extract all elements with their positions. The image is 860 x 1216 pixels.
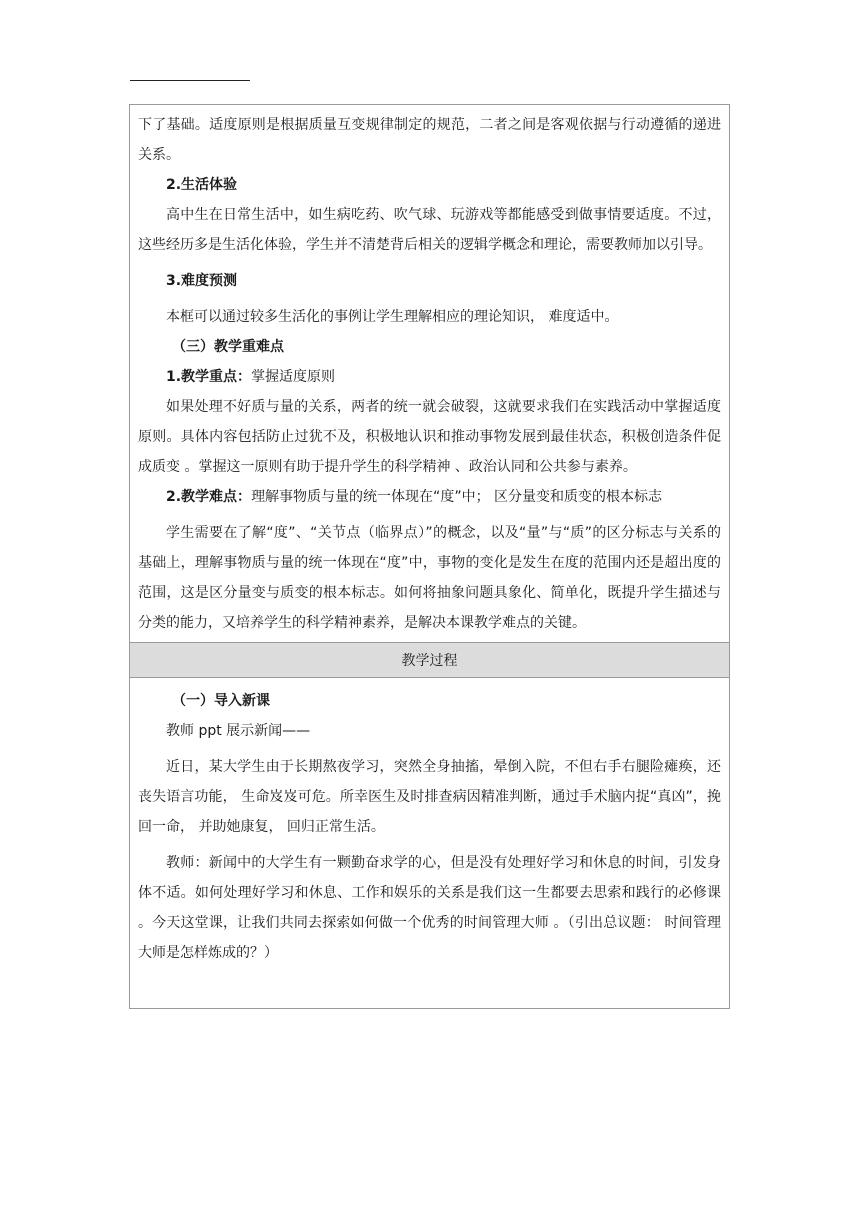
- paragraph-difficult-point: 学生需要在了解“度”、“关节点（临界点）”的概念，以及“量”与“质”的区分标志与关系的基础上，理解事物质与量的统一体现在“度”中，事物的变化是发生在度的范围内还是超出度的范围，这是区分量变与质变的根本标志。如何将抽象问题具象化、简单化，既提升学生描述与分类的能力，又培养学生的科学精神素养，是解决本课教学难点的关键。: [138, 525, 721, 631]
- difficult-point-line: [138, 482, 721, 512]
- key-point-text: 掌握适度原则: [251, 369, 336, 385]
- paragraph-key-point: 如果处理不好质与量的关系，两者的统一就会破裂，这就要求我们在实践活动中掌握适度原则。具体内容包括防止过犹不及，积极地认识和推动事物发展到最佳状态，积极创造条件促成质变 。掌握这一原则有助于提升学生的科学精神 、政治认同和公共参与素养。: [138, 399, 721, 475]
- section-header-teaching-process: 教学过程: [130, 642, 729, 678]
- heading-introduction: （一）导入新课: [172, 693, 270, 709]
- paragraph-life-experience: 高中生在日常生活中，如生病吃药、吹气球、玩游戏等都能感受到做事情要适度。不过，这些经历多是生活化体验，学生并不清楚背后相关的逻辑学概念和理论，需要教师加以引导。: [138, 207, 721, 253]
- difficult-point-text: 理解事物质与量的统一体现在“度”中； 区分量变和质变的根本标志: [251, 489, 663, 505]
- key-point-line: [138, 362, 721, 392]
- paragraph-difficulty-forecast: 本框可以通过较多生活化的事例让学生理解相应的理论知识， 难度适中。: [166, 309, 619, 325]
- analysis-cell: [130, 105, 729, 642]
- process-cell: [130, 678, 729, 1008]
- heading-life-experience: 2.生活体验: [166, 177, 238, 193]
- header-rule: [130, 80, 250, 81]
- key-point-label: 1.教学重点：: [166, 369, 252, 385]
- lesson-plan-table: [129, 104, 730, 1009]
- heading-difficulty-forecast: 3.难度预测: [166, 273, 238, 289]
- paragraph-teacher-remarks: 教师：新闻中的大学生有一颗勤奋求学的心，但是没有处理好学习和休息的时间，引发身体不适。如何处理好学习和休息、工作和娱乐的关系是我们这一生都要去思索和践行的必修课 。今天这堂课，让我们共同去探索如何做一个优秀的时间管理大师 。（引出总议题： 时间管理大师是怎样炼成的？）: [138, 855, 721, 961]
- paragraph-teacher-ppt: 教师 ppt 展示新闻——: [166, 723, 311, 739]
- difficult-point-label: 2.教学难点：: [166, 489, 252, 505]
- heading-key-difficult-points: （三）教学重难点: [172, 339, 284, 355]
- paragraph-news: 近日，某大学生由于长期熬夜学习，突然全身抽搐，晕倒入院，不但右手右腿险瘫痪，还丧失语言功能， 生命岌岌可危。所幸医生及时排查病因精准判断，通过手术脑内捉“真凶”，挽回一命， 并助她康复， 回归正常生活。: [138, 759, 721, 835]
- paragraph-continued: 下了基础。适度原则是根据质量互变规律制定的规范，二者之间是客观依据与行动遵循的递进关系。: [138, 117, 721, 163]
